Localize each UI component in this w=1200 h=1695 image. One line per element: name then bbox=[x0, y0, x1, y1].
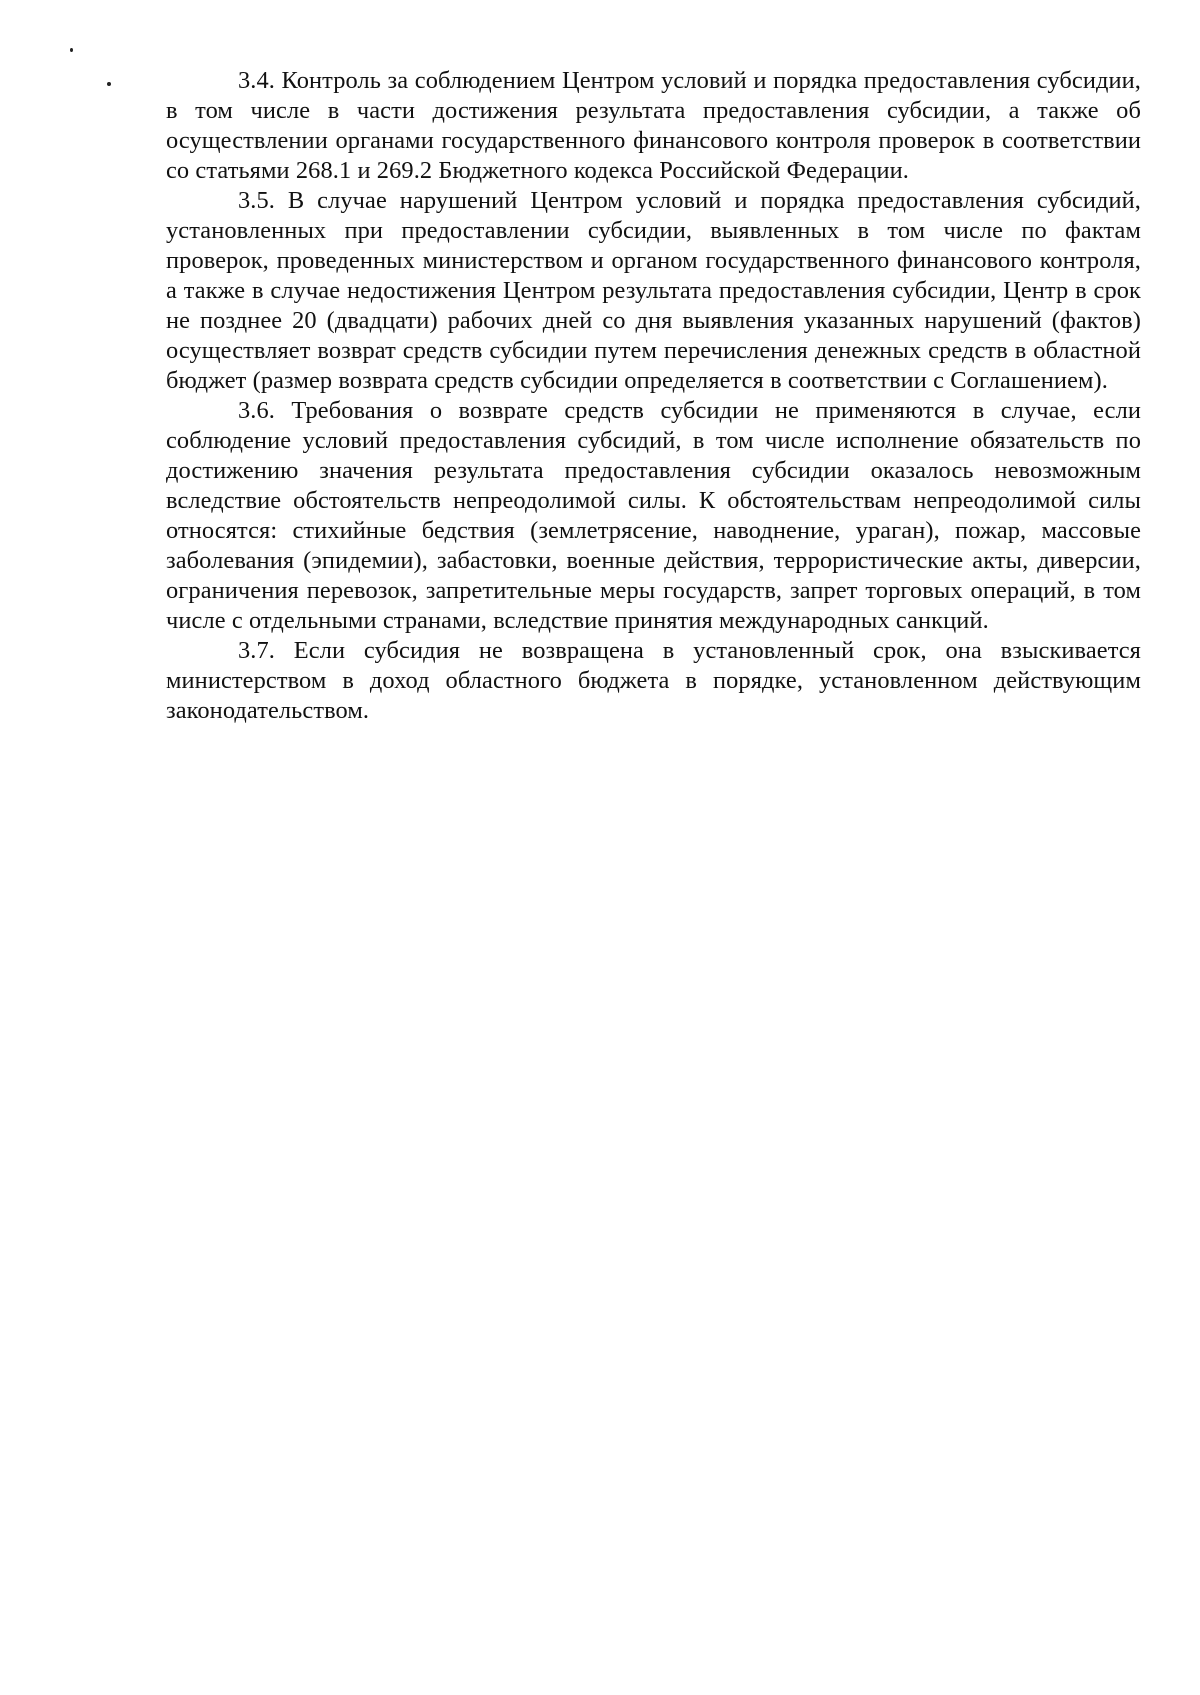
paragraph-3-4: 3.4. Контроль за соблюдением Центром условий и порядка предоставления субсидии, в том числе в части достижения результата предоставления субсидии, а также об осуществлении органами государственного финансового контроля проверок в соответствии со статьями 268.1 и 269.2 Бюджетного кодекса Российской Федерации. bbox=[166, 67, 1141, 184]
paragraph-3-5: 3.5. В случае нарушений Центром условий и порядка предоставления субсидий, установленных при предоставлении субсидии, выявленных в том числе по фактам проверок, проведенных министерством и органом государственного финансового контроля, а также в случае недостижения Центром результата предоставления субсидии, Центр в срок не позднее 20 (двадцати) рабочих дней со дня выявления указанных нарушений (фактов) осуществляет возврат средств субсидии путем перечисления денежных средств в областной бюджет (размер возврата средств субсидии определяется в соответствии с Соглашением). bbox=[166, 187, 1141, 394]
document-body bbox=[166, 66, 1141, 726]
scan-speck bbox=[70, 48, 73, 52]
paragraph-3-6: 3.6. Требования о возврате средств субсидии не применяются в случае, если соблюдение условий предоставления субсидий, в том числе исполнение обязательств по достижению значения результата предоставления субсидии оказалось невозможным вследствие обстоятельств непреодолимой силы. К обстоятельствам непреодолимой силы относятся: стихийные бедствия (землетрясение, наводнение, ураган), пожар, массовые заболевания (эпидемии), забастовки, военные действия, террористические акты, диверсии, ограничения перевозок, запретительные меры государств, запрет торговых операций, в том числе с отдельными странами, вследствие принятия международных санкций. bbox=[166, 397, 1141, 634]
scan-speck bbox=[107, 82, 111, 86]
paragraph-3-7: 3.7. Если субсидия не возвращена в установленный срок, она взыскивается министерством в доход областного бюджета в порядке, установленном действующим законодательством. bbox=[166, 637, 1141, 724]
